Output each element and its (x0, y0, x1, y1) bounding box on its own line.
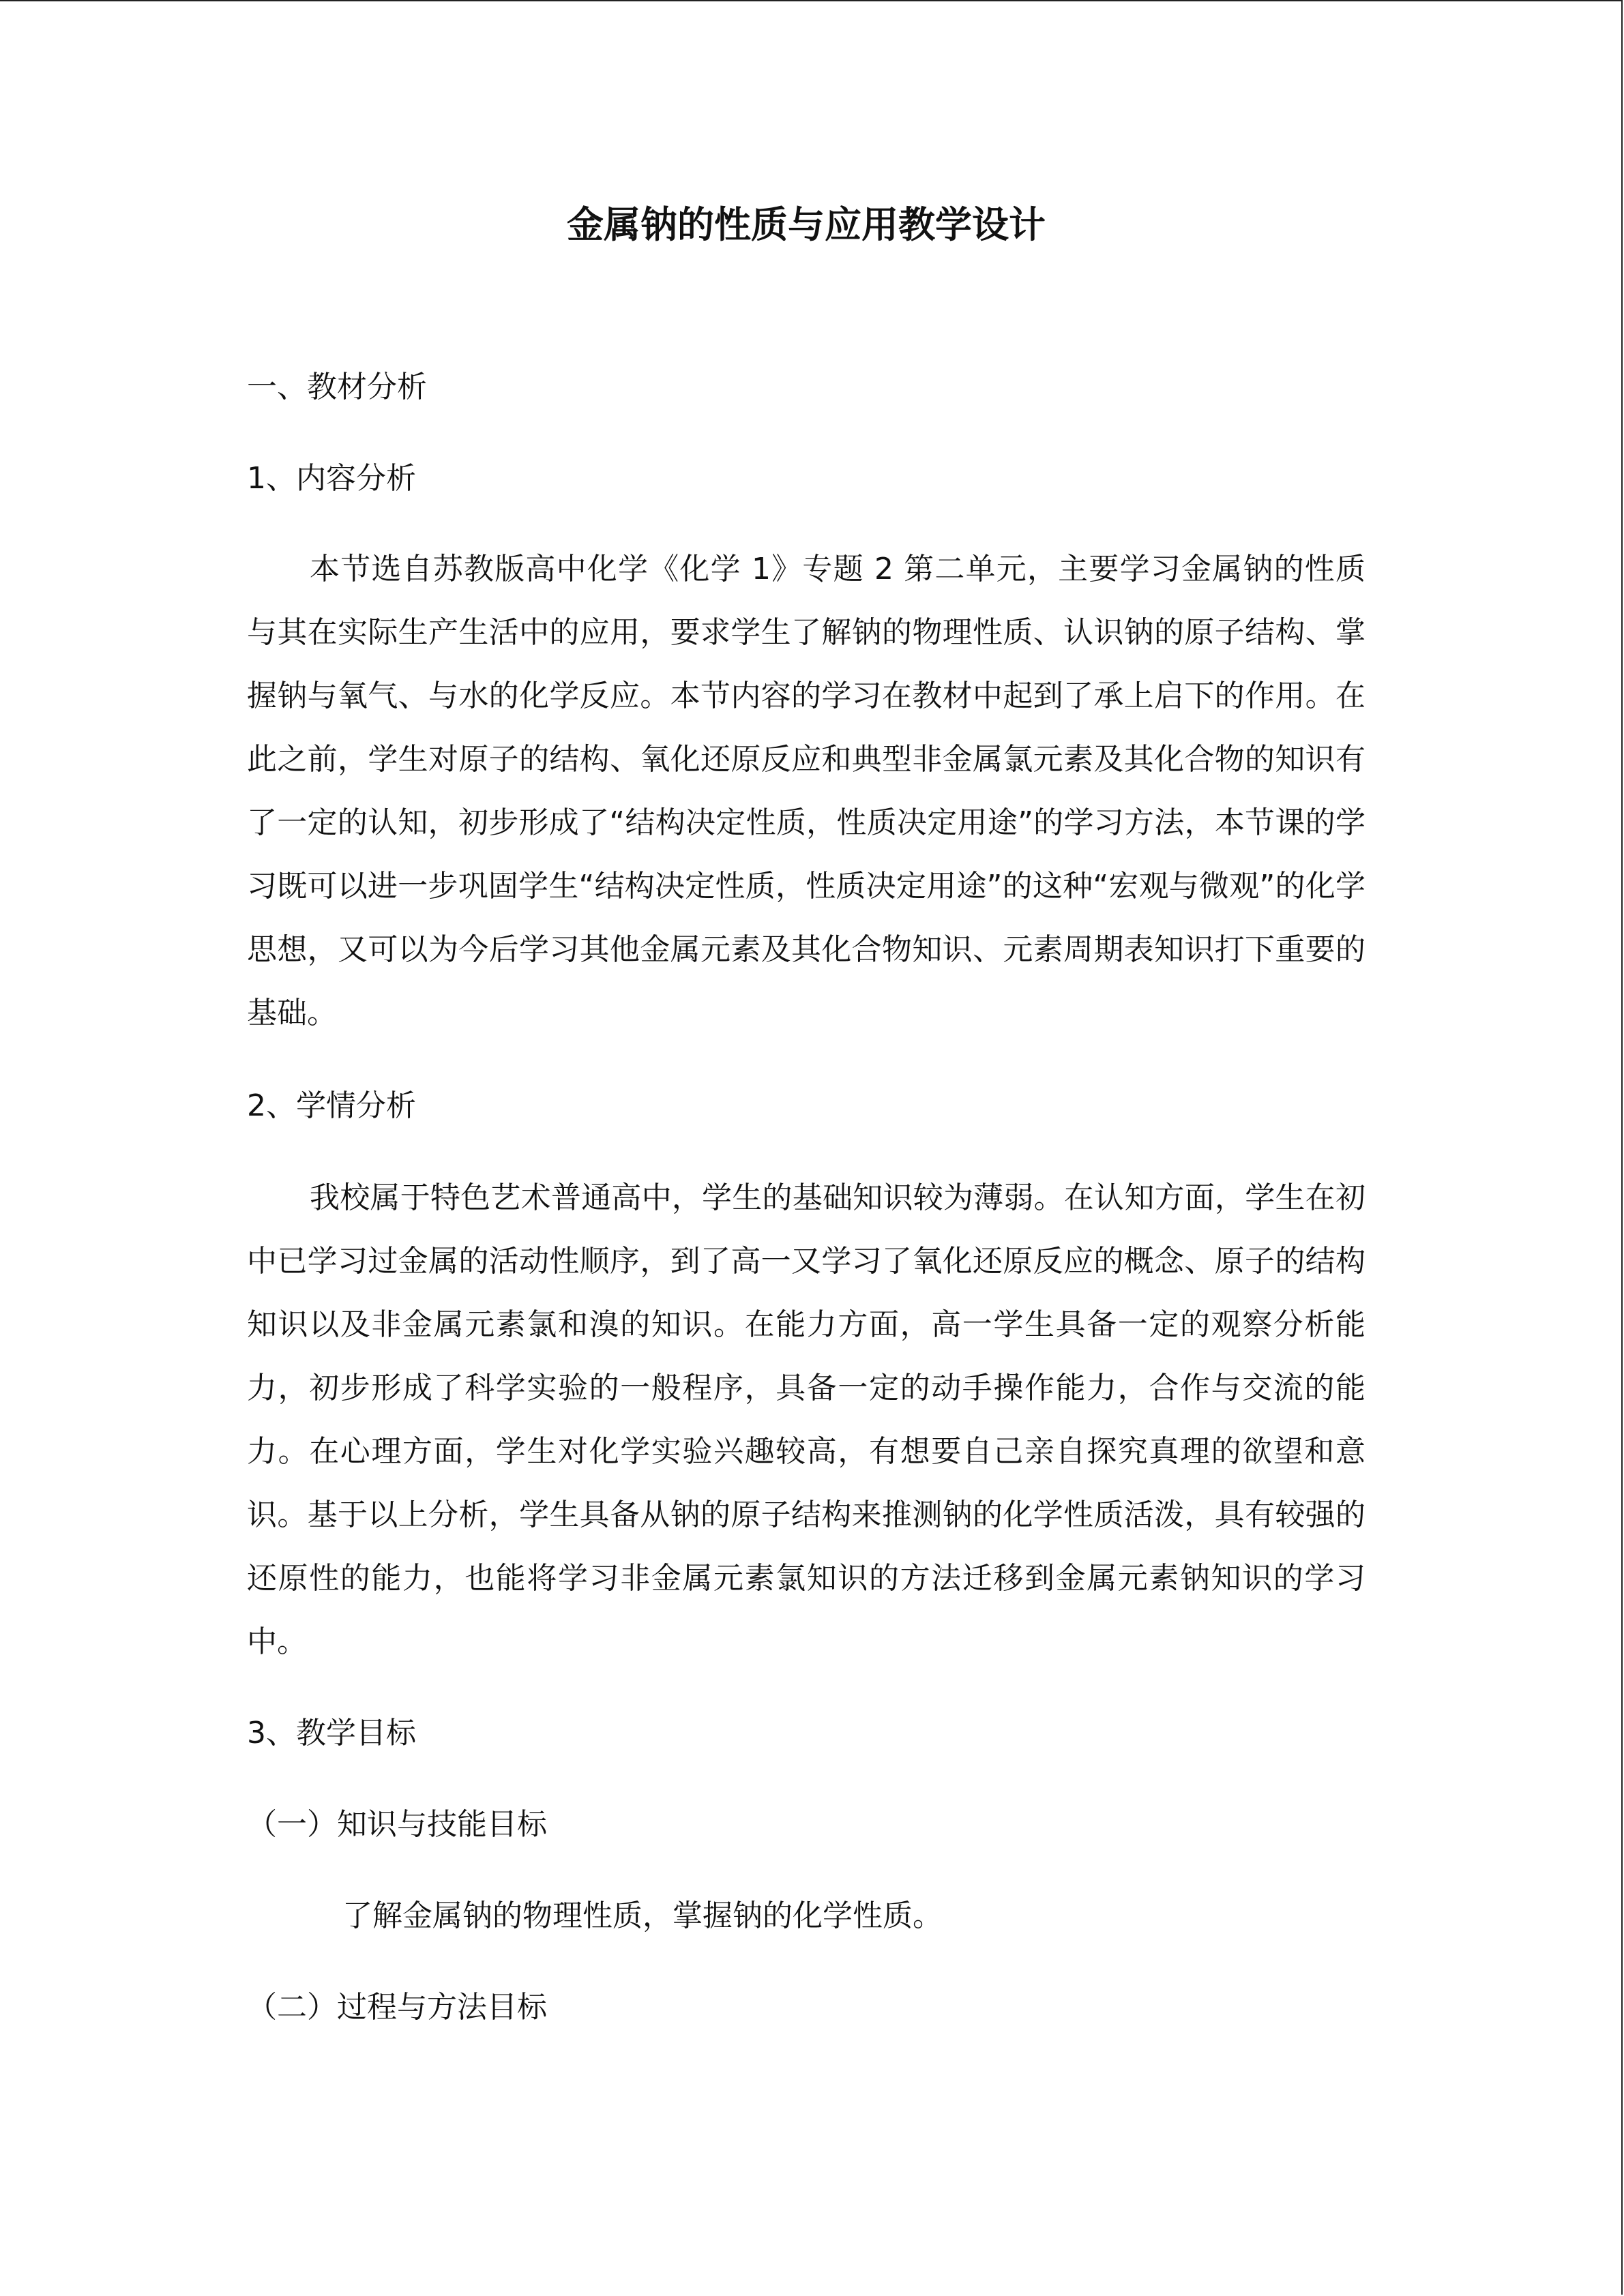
subsection-heading-teaching-goals: 3、教学目标 (247, 1716, 416, 1750)
goal-knowledge-skills-heading: （一）知识与技能目标 (247, 1807, 547, 1842)
goal-process-methods-heading: （二）过程与方法目标 (247, 1990, 547, 2025)
goal-knowledge-skills-text: 了解金属钠的物理性质，掌握钠的化学性质。 (342, 1898, 943, 1933)
subsection-heading-student-analysis: 2、学情分析 (247, 1088, 416, 1123)
section-heading-textbook-analysis: 一、教材分析 (247, 370, 427, 404)
student-analysis-paragraph: 我校属于特色艺术普通高中，学生的基础知识较为薄弱。在认知方面，学生在初中已学习过金属的活动性顺序，到了高一又学习了氧化还原反应的概念、原子的结构知识以及非金属元素氯和溴的知识。在能力方面，高一学生具备一定的观察分析能力，初步形成了科学实验的一般程序，具备一定的动手操作能力，合作与交流的能力。在心理方面，学生对化学实验兴趣较高，有想要自己亲自探究真理的欲望和意识。基于以上分析，学生具备从钠的原子结构来推测钠的化学性质活泼，具有较强的还原性的能力，也能将学习非金属元素氯知识的方法迁移到金属元素钠知识的学习中。 (247, 1180, 1365, 1659)
subsection-heading-content-analysis: 1、内容分析 (247, 461, 416, 496)
document-title: 金属钠的性质与应用教学设计 (567, 203, 1046, 246)
content-analysis-paragraph: 本节选自苏教版高中化学《化学 1》专题 2 第二单元，主要学习金属钠的性质与其在实际生产生活中的应用，要求学生了解钠的物理性质、认识钠的原子结构、掌握钠与氧气、与水的化学反应。本节内容的学习在教材中起到了承上启下的作用。在此之前，学生对原子的结构、氧化还原反应和典型非金属氯元素及其化合物的知识有了一定的认知，初步形成了“结构决定性质，性质决定用途”的学习方法，本节课的学习既可以进一步巩固学生“结构决定性质，性质决定用途”的这种“宏观与微观”的化学思想，又可以为今后学习其他金属元素及其化合物知识、元素周期表知识打下重要的基础。 (247, 552, 1365, 1030)
